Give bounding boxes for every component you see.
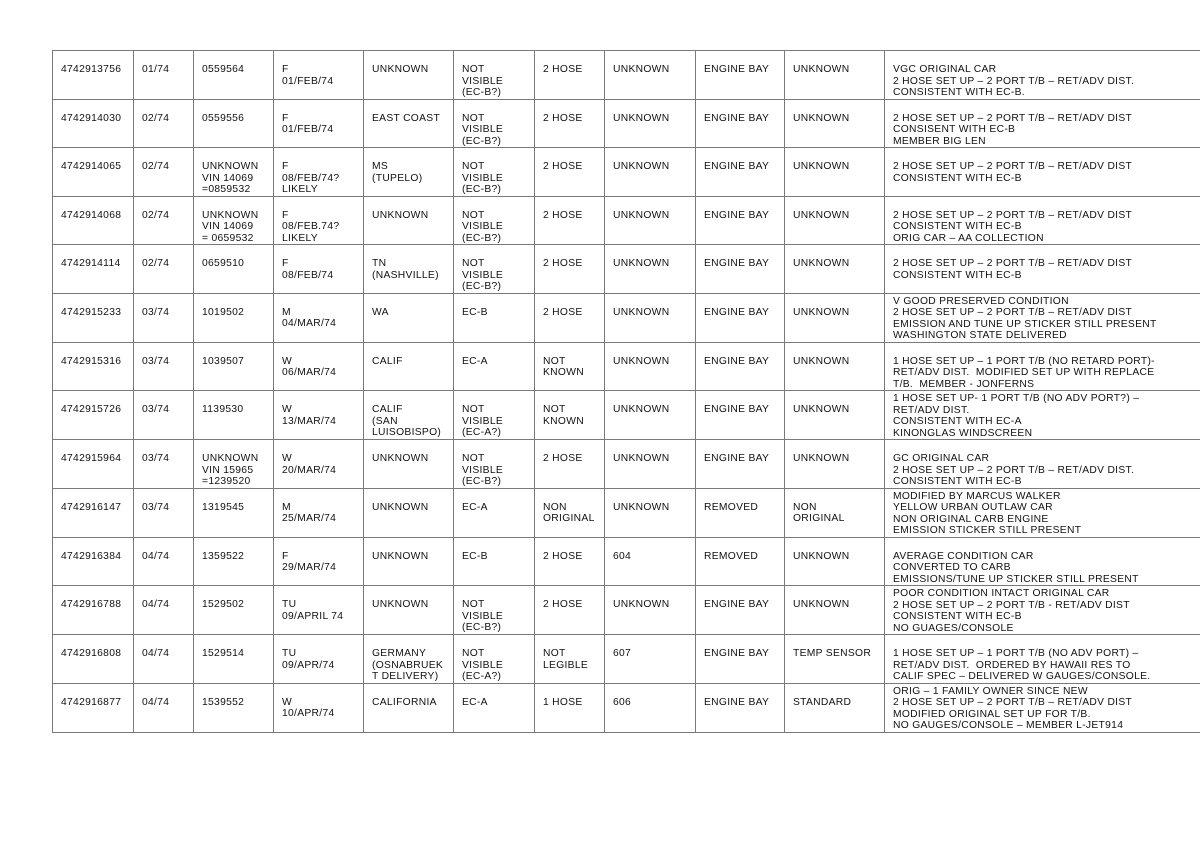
egr-location-cell: ENGINE BAY	[696, 635, 785, 684]
notes-cell: V GOOD PRESERVED CONDITION 2 HOSE SET UP – 2 PORT T/B – RET/ADV DIST EMISSION AND TUNE UP STICKER STILL PRESENT WASHINGTON STATE DELIVERED	[885, 293, 1200, 342]
distributor-cell: UNKNOWN	[605, 440, 696, 489]
engine-number-cell: 1359522	[194, 537, 274, 586]
vin-cell: 4742916147	[53, 488, 134, 537]
vin-cell: 4742915726	[53, 391, 134, 440]
notes-cell: MODIFIED BY MARCUS WALKER YELLOW URBAN OUTLAW CAR NON ORIGINAL CARB ENGINE EMISSION STICKER STILL PRESENT	[885, 488, 1200, 537]
sensor-cell: UNKNOWN	[785, 342, 885, 391]
hose-setup-cell: NOT KNOWN	[535, 342, 605, 391]
location-cell: UNKNOWN	[364, 196, 454, 245]
egr-location-cell: ENGINE BAY	[696, 51, 785, 100]
distributor-cell: UNKNOWN	[605, 245, 696, 294]
date-cell: 02/74	[134, 148, 194, 197]
sensor-cell: UNKNOWN	[785, 99, 885, 148]
distributor-cell: UNKNOWN	[605, 293, 696, 342]
distributor-cell: UNKNOWN	[605, 342, 696, 391]
sensor-cell: UNKNOWN	[785, 245, 885, 294]
egr-location-cell: ENGINE BAY	[696, 293, 785, 342]
hose-setup-cell: NON ORIGINAL	[535, 488, 605, 537]
location-cell: UNKNOWN	[364, 51, 454, 100]
emission-code-cell: NOT VISIBLE (EC-B?)	[454, 196, 535, 245]
sensor-cell: TEMP SENSOR	[785, 635, 885, 684]
hose-setup-cell: NOT LEGIBLE	[535, 635, 605, 684]
hose-setup-cell: 2 HOSE	[535, 51, 605, 100]
table-row	[53, 342, 1200, 391]
table-row	[53, 440, 1200, 489]
sensor-cell: UNKNOWN	[785, 196, 885, 245]
egr-location-cell: REMOVED	[696, 488, 785, 537]
table-row	[53, 635, 1200, 684]
date-cell: 04/74	[134, 537, 194, 586]
vin-cell: 4742915233	[53, 293, 134, 342]
build-date-cell: F 29/MAR/74	[274, 537, 364, 586]
emission-code-cell: NOT VISIBLE (EC-B?)	[454, 245, 535, 294]
notes-cell: 1 HOSE SET UP – 1 PORT T/B (NO ADV PORT) – RET/ADV DIST. ORDERED BY HAWAII RES TO CALIF SPEC – DELIVERED W GAUGES/CONSOLE.	[885, 635, 1200, 684]
sensor-cell: UNKNOWN	[785, 293, 885, 342]
engine-number-cell: UNKNOWN VIN 14069 =0859532	[194, 148, 274, 197]
notes-cell: 2 HOSE SET UP – 2 PORT T/B – RET/ADV DIST CONSISENT WITH EC-B MEMBER BIG LEN	[885, 99, 1200, 148]
build-date-cell: W 13/MAR/74	[274, 391, 364, 440]
table-row	[53, 196, 1200, 245]
engine-number-cell: 0559564	[194, 51, 274, 100]
location-cell: CALIF (SAN LUISOBISPO)	[364, 391, 454, 440]
table-row	[53, 245, 1200, 294]
vin-cell: 4742915964	[53, 440, 134, 489]
vin-cell: 4742914030	[53, 99, 134, 148]
table-row	[53, 148, 1200, 197]
hose-setup-cell: 2 HOSE	[535, 537, 605, 586]
date-cell: 04/74	[134, 683, 194, 732]
egr-location-cell: ENGINE BAY	[696, 245, 785, 294]
location-cell: EAST COAST	[364, 99, 454, 148]
notes-cell: ORIG – 1 FAMILY OWNER SINCE NEW 2 HOSE SET UP – 2 PORT T/B – RET/ADV DIST MODIFIED ORIGINAL SET UP FOR T/B. NO GAUGES/CONSOLE – MEMBER L-JET914	[885, 683, 1200, 732]
emission-code-cell: NOT VISIBLE (EC-B?)	[454, 51, 535, 100]
vin-cell: 4742916384	[53, 537, 134, 586]
registry-table-wrapper	[52, 50, 1200, 733]
sensor-cell: UNKNOWN	[785, 440, 885, 489]
location-cell: CALIFORNIA	[364, 683, 454, 732]
table-row	[53, 586, 1200, 635]
location-cell: UNKNOWN	[364, 440, 454, 489]
sensor-cell: NON ORIGINAL	[785, 488, 885, 537]
sensor-cell: UNKNOWN	[785, 51, 885, 100]
location-cell: CALIF	[364, 342, 454, 391]
distributor-cell: UNKNOWN	[605, 391, 696, 440]
engine-number-cell: 0559556	[194, 99, 274, 148]
date-cell: 02/74	[134, 99, 194, 148]
vin-cell: 4742916788	[53, 586, 134, 635]
build-date-cell: TU 09/APR/74	[274, 635, 364, 684]
vin-cell: 4742913756	[53, 51, 134, 100]
egr-location-cell: ENGINE BAY	[696, 196, 785, 245]
date-cell: 03/74	[134, 488, 194, 537]
engine-number-cell: 1039507	[194, 342, 274, 391]
egr-location-cell: ENGINE BAY	[696, 586, 785, 635]
emission-code-cell: EC-A	[454, 488, 535, 537]
emission-code-cell: NOT VISIBLE (EC-B?)	[454, 148, 535, 197]
notes-cell: VGC ORIGINAL CAR 2 HOSE SET UP – 2 PORT T/B – RET/ADV DIST. CONSISTENT WITH EC-B.	[885, 51, 1200, 100]
location-cell: UNKNOWN	[364, 537, 454, 586]
emission-code-cell: NOT VISIBLE (EC-B?)	[454, 440, 535, 489]
emission-code-cell: EC-A	[454, 342, 535, 391]
notes-cell: GC ORIGINAL CAR 2 HOSE SET UP – 2 PORT T/B – RET/ADV DIST. CONSISTENT WITH EC-B	[885, 440, 1200, 489]
table-row	[53, 293, 1200, 342]
egr-location-cell: ENGINE BAY	[696, 683, 785, 732]
build-date-cell: F 08/FEB/74	[274, 245, 364, 294]
build-date-cell: M 04/MAR/74	[274, 293, 364, 342]
hose-setup-cell: 2 HOSE	[535, 293, 605, 342]
build-date-cell: W 20/MAR/74	[274, 440, 364, 489]
build-date-cell: F 01/FEB/74	[274, 51, 364, 100]
vin-cell: 4742914114	[53, 245, 134, 294]
date-cell: 03/74	[134, 293, 194, 342]
distributor-cell: UNKNOWN	[605, 148, 696, 197]
build-date-cell: W 06/MAR/74	[274, 342, 364, 391]
sensor-cell: UNKNOWN	[785, 391, 885, 440]
hose-setup-cell: 2 HOSE	[535, 148, 605, 197]
vin-cell: 4742915316	[53, 342, 134, 391]
egr-location-cell: ENGINE BAY	[696, 391, 785, 440]
notes-cell: 2 HOSE SET UP – 2 PORT T/B – RET/ADV DIST CONSISTENT WITH EC-B	[885, 148, 1200, 197]
notes-cell: 1 HOSE SET UP – 1 PORT T/B (NO RETARD PORT)- RET/ADV DIST. MODIFIED SET UP WITH REPLACE T/B. MEMBER - JONFERNS	[885, 342, 1200, 391]
date-cell: 04/74	[134, 586, 194, 635]
egr-location-cell: ENGINE BAY	[696, 342, 785, 391]
date-cell: 04/74	[134, 635, 194, 684]
table-row	[53, 51, 1200, 100]
location-cell: WA	[364, 293, 454, 342]
date-cell: 02/74	[134, 196, 194, 245]
location-cell: UNKNOWN	[364, 586, 454, 635]
hose-setup-cell: 2 HOSE	[535, 440, 605, 489]
location-cell: MS (TUPELO)	[364, 148, 454, 197]
build-date-cell: F 01/FEB/74	[274, 99, 364, 148]
engine-number-cell: UNKNOWN VIN 15965 =1239520	[194, 440, 274, 489]
build-date-cell: M 25/MAR/74	[274, 488, 364, 537]
sensor-cell: STANDARD	[785, 683, 885, 732]
egr-location-cell: REMOVED	[696, 537, 785, 586]
engine-number-cell: 1529514	[194, 635, 274, 684]
emission-code-cell: EC-A	[454, 683, 535, 732]
distributor-cell: UNKNOWN	[605, 99, 696, 148]
engine-number-cell: 1139530	[194, 391, 274, 440]
hose-setup-cell: NOT KNOWN	[535, 391, 605, 440]
distributor-cell: UNKNOWN	[605, 586, 696, 635]
date-cell: 02/74	[134, 245, 194, 294]
hose-setup-cell: 2 HOSE	[535, 586, 605, 635]
location-cell: GERMANY (OSNABRUEK T DELIVERY)	[364, 635, 454, 684]
emission-code-cell: EC-B	[454, 537, 535, 586]
distributor-cell: 607	[605, 635, 696, 684]
notes-cell: AVERAGE CONDITION CAR CONVERTED TO CARB EMISSIONS/TUNE UP STICKER STILL PRESENT	[885, 537, 1200, 586]
distributor-cell: UNKNOWN	[605, 51, 696, 100]
vin-cell: 4742916877	[53, 683, 134, 732]
vin-cell: 4742916808	[53, 635, 134, 684]
egr-location-cell: ENGINE BAY	[696, 99, 785, 148]
notes-cell: POOR CONDITION INTACT ORIGINAL CAR 2 HOSE SET UP – 2 PORT T/B - RET/ADV DIST CONSISTENT WITH EC-B NO GUAGES/CONSOLE	[885, 586, 1200, 635]
emission-code-cell: NOT VISIBLE (EC-B?)	[454, 586, 535, 635]
date-cell: 01/74	[134, 51, 194, 100]
sensor-cell: UNKNOWN	[785, 148, 885, 197]
sensor-cell: UNKNOWN	[785, 537, 885, 586]
hose-setup-cell: 2 HOSE	[535, 99, 605, 148]
table-row	[53, 488, 1200, 537]
distributor-cell: UNKNOWN	[605, 488, 696, 537]
date-cell: 03/74	[134, 440, 194, 489]
vin-cell: 4742914065	[53, 148, 134, 197]
distributor-cell: 606	[605, 683, 696, 732]
emission-code-cell: NOT VISIBLE (EC-A?)	[454, 391, 535, 440]
vehicle-registry-table	[52, 50, 1200, 733]
sensor-cell: UNKNOWN	[785, 586, 885, 635]
egr-location-cell: ENGINE BAY	[696, 440, 785, 489]
notes-cell: 2 HOSE SET UP – 2 PORT T/B – RET/ADV DIST CONSISTENT WITH EC-B ORIG CAR – AA COLLECTION	[885, 196, 1200, 245]
notes-cell: 1 HOSE SET UP- 1 PORT T/B (NO ADV PORT?) – RET/ADV DIST. CONSISTENT WITH EC-A KINONGLAS WINDSCREEN	[885, 391, 1200, 440]
egr-location-cell: ENGINE BAY	[696, 148, 785, 197]
registry-table-body	[53, 51, 1200, 733]
distributor-cell: 604	[605, 537, 696, 586]
hose-setup-cell: 2 HOSE	[535, 245, 605, 294]
date-cell: 03/74	[134, 342, 194, 391]
emission-code-cell: NOT VISIBLE (EC-B?)	[454, 99, 535, 148]
location-cell: TN (NASHVILLE)	[364, 245, 454, 294]
engine-number-cell: 1539552	[194, 683, 274, 732]
date-cell: 03/74	[134, 391, 194, 440]
table-row	[53, 99, 1200, 148]
table-row	[53, 537, 1200, 586]
build-date-cell: W 10/APR/74	[274, 683, 364, 732]
engine-number-cell: 1019502	[194, 293, 274, 342]
hose-setup-cell: 1 HOSE	[535, 683, 605, 732]
table-row	[53, 683, 1200, 732]
distributor-cell: UNKNOWN	[605, 196, 696, 245]
engine-number-cell: 0659510	[194, 245, 274, 294]
vin-cell: 4742914068	[53, 196, 134, 245]
build-date-cell: F 08/FEB/74? LIKELY	[274, 148, 364, 197]
engine-number-cell: UNKNOWN VIN 14069 = 0659532	[194, 196, 274, 245]
build-date-cell: F 08/FEB.74? LIKELY	[274, 196, 364, 245]
emission-code-cell: EC-B	[454, 293, 535, 342]
table-row	[53, 391, 1200, 440]
build-date-cell: TU 09/APRIL 74	[274, 586, 364, 635]
notes-cell: 2 HOSE SET UP – 2 PORT T/B – RET/ADV DIST CONSISTENT WITH EC-B	[885, 245, 1200, 294]
engine-number-cell: 1529502	[194, 586, 274, 635]
engine-number-cell: 1319545	[194, 488, 274, 537]
hose-setup-cell: 2 HOSE	[535, 196, 605, 245]
emission-code-cell: NOT VISIBLE (EC-A?)	[454, 635, 535, 684]
location-cell: UNKNOWN	[364, 488, 454, 537]
